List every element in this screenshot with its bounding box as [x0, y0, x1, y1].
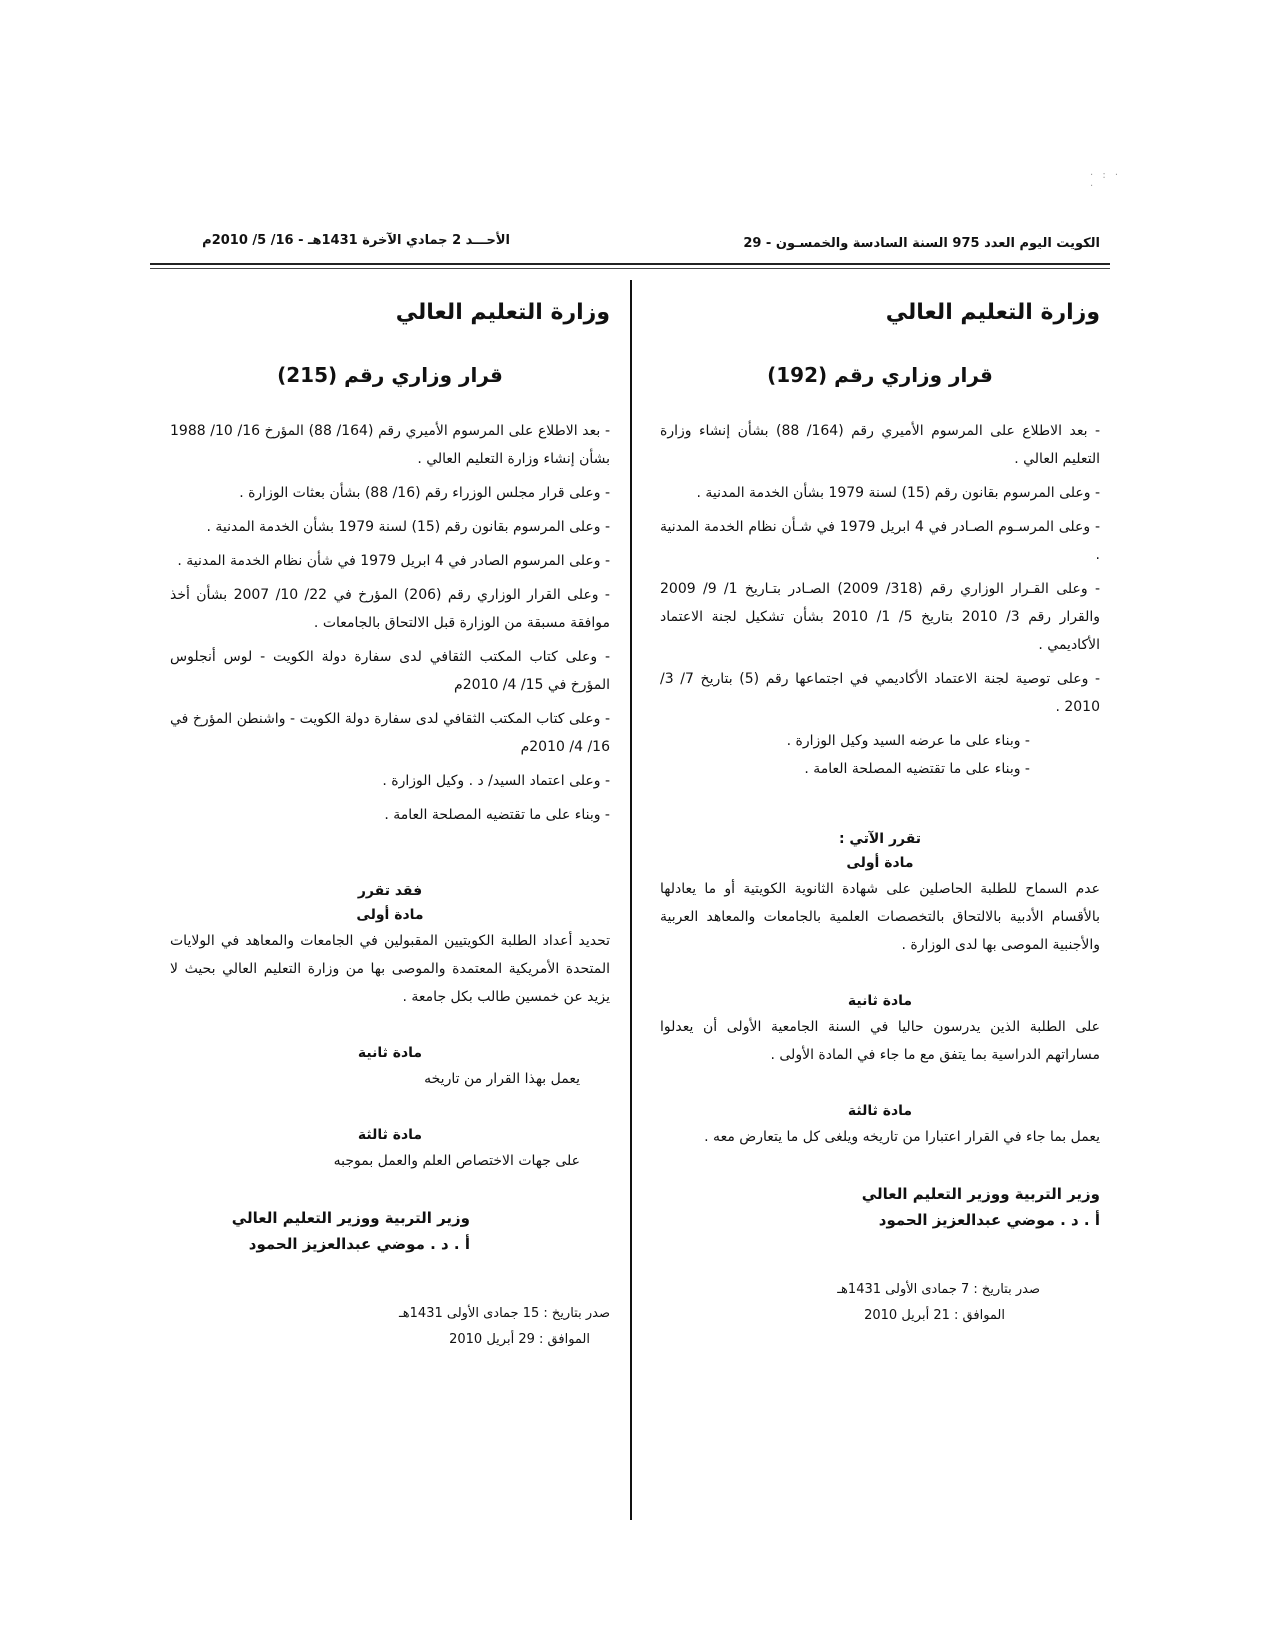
- article-text: على جهات الاختصاص العلم والعمل بموجبه: [333, 1153, 580, 1169]
- decision-215-column: [170, 300, 610, 1353]
- article-text: على الطلبة الذين يدرسون حاليا في السنة الجامعية الأولى أن يعدلوا مساراتهم الدراسية بما يتفق مع ما جاء في المادة الأولى .: [660, 1019, 1100, 1063]
- article-title: مادة أولى: [356, 907, 424, 923]
- article-text: تحديد أعداد الطلبة الكويتيين المقبولين في الجامعات والمعاهد في الولايات المتحدة الأمريكية المعتمدة والموصى بها من وزارة التعليم العالي بحيث لا يزيد عن خمسين طالب بكل جامعة .: [170, 933, 610, 1005]
- preamble-item: - وعلى المرسوم بقانون رقم (15) لسنة 1979 بشأن الخدمة المدنية .: [696, 485, 1100, 501]
- article-title: مادة ثانية: [847, 993, 913, 1009]
- decision-title: قرار وزاري رقم (192): [767, 363, 993, 387]
- signer-title: وزير التربية ووزير التعليم العالي: [861, 1185, 1100, 1203]
- article-text: عدم السماح للطلبة الحاصلين على شهادة الثانوية الكويتية أو ما يعادلها بالأقسام الأدبية بالالتحاق بالتخصصات العلمية بالجامعات والمعاهد العربية والأجنبية الموصى بها لدى الوزارة .: [660, 881, 1100, 953]
- preamble-item: - وعلى القـرار الوزاري رقم (318/ 2009) الصـادر بتـاريخ 1/ 9/ 2009 والقرار رقم 3/ 2010 بتاريخ 5/ 1/ 2010 بشأن تشكيل لجنة الاعتماد الأكاديمي .: [660, 581, 1101, 653]
- decides-heading: تقرر الآتي :: [838, 831, 922, 847]
- signer-name: أ . د . موضي عبدالعزيز الحمود: [878, 1211, 1100, 1229]
- column-divider: [630, 280, 632, 1520]
- signer-name: أ . د . موضي عبدالعزيز الحمود: [248, 1235, 470, 1253]
- preamble-item: - وبناء على ما تقتضيه المصلحة العامة .: [384, 807, 610, 823]
- article-title: مادة ثالثة: [357, 1127, 423, 1143]
- header-rule-thin: [150, 268, 1110, 269]
- preamble-item: - بعد الاطلاع على المرسوم الأميري رقم (164/ 88) المؤرخ 16/ 10/ 1988 بشأن إنشاء وزارة التعليم العالي .: [170, 423, 610, 467]
- preamble-item: - وعلى توصية لجنة الاعتماد الأكاديمي في اجتماعها رقم (5) بتاريخ 7/ 3/ 2010 .: [660, 671, 1100, 715]
- gazette-header-issue: الكويت اليوم العدد 975 السنة السادسة والخمسـون - 29: [743, 236, 1100, 251]
- scan-specks: · : · ·: [1090, 170, 1122, 192]
- decision-192-column: [660, 300, 1100, 1329]
- preamble-item: - وعلى المرسوم الصادر في 4 ابريل 1979 في شأن نظام الخدمة المدنية .: [177, 553, 610, 569]
- article-title: مادة ثانية: [357, 1045, 423, 1061]
- article-text: يعمل بهذا القرار من تاريخه: [424, 1071, 580, 1087]
- decision-title: قرار وزاري رقم (215): [277, 363, 503, 387]
- issued-date: صدر بتاريخ : 15 جمادى الأولى 1431هـ: [398, 1306, 610, 1321]
- preamble-item: - وعلى قرار مجلس الوزراء رقم (16/ 88) بشأن بعثات الوزارة .: [239, 485, 610, 501]
- decides-heading: فقد تقرر: [357, 883, 423, 899]
- preamble-item: - وعلى المرسـوم الصـادر في 4 ابريل 1979 في شـأن نظام الخدمة المدنية .: [660, 519, 1100, 563]
- issued-date: صدر بتاريخ : 7 جمادى الأولى 1431هـ: [837, 1282, 1040, 1297]
- signer-title: وزير التربية ووزير التعليم العالي: [231, 1209, 470, 1227]
- ministry-heading: وزارة التعليم العالي: [885, 300, 1100, 325]
- preamble-item: - وعلى كتاب المكتب الثقافي لدى سفارة دولة الكويت - واشنطن المؤرخ في 16/ 4/ 2010م: [170, 711, 610, 755]
- preamble-item: - وعلى كتاب المكتب الثقافي لدى سفارة دولة الكويت - لوس أنجلوس المؤرخ في 15/ 4/ 2010م: [170, 649, 610, 693]
- corresponding-date: الموافق : 29 أبريل 2010: [449, 1332, 590, 1347]
- ministry-heading: وزارة التعليم العالي: [395, 300, 610, 325]
- preamble-item: - وعلى اعتماد السيد/ د . وكيل الوزارة .: [382, 773, 610, 789]
- article-title: مادة أولى: [846, 855, 914, 871]
- article-text: يعمل بما جاء في القرار اعتبارا من تاريخه ويلغى كل ما يتعارض معه .: [704, 1129, 1100, 1145]
- preamble-item: - وعلى المرسوم بقانون رقم (15) لسنة 1979 بشأن الخدمة المدنية .: [206, 519, 610, 535]
- gazette-header-date: الأحـــد 2 جمادي الآخرة 1431هـ - 16/ 5/ 2010م: [202, 233, 510, 248]
- preamble-item: - وبناء على ما تقتضيه المصلحة العامة .: [804, 761, 1030, 777]
- header-rule: [150, 263, 1110, 265]
- preamble-item: - وبناء على ما عرضه السيد وكيل الوزارة .: [786, 733, 1030, 749]
- article-title: مادة ثالثة: [847, 1103, 913, 1119]
- corresponding-date: الموافق : 21 أبريل 2010: [864, 1308, 1005, 1323]
- preamble-item: - وعلى القرار الوزاري رقم (206) المؤرخ في 22/ 10/ 2007 بشأن أخذ موافقة مسبقة من الوزارة قبل الالتحاق بالجامعات .: [170, 587, 610, 631]
- preamble-item: - بعد الاطلاع على المرسوم الأميري رقم (164/ 88) بشأن إنشاء وزارة التعليم العالي .: [660, 423, 1100, 467]
